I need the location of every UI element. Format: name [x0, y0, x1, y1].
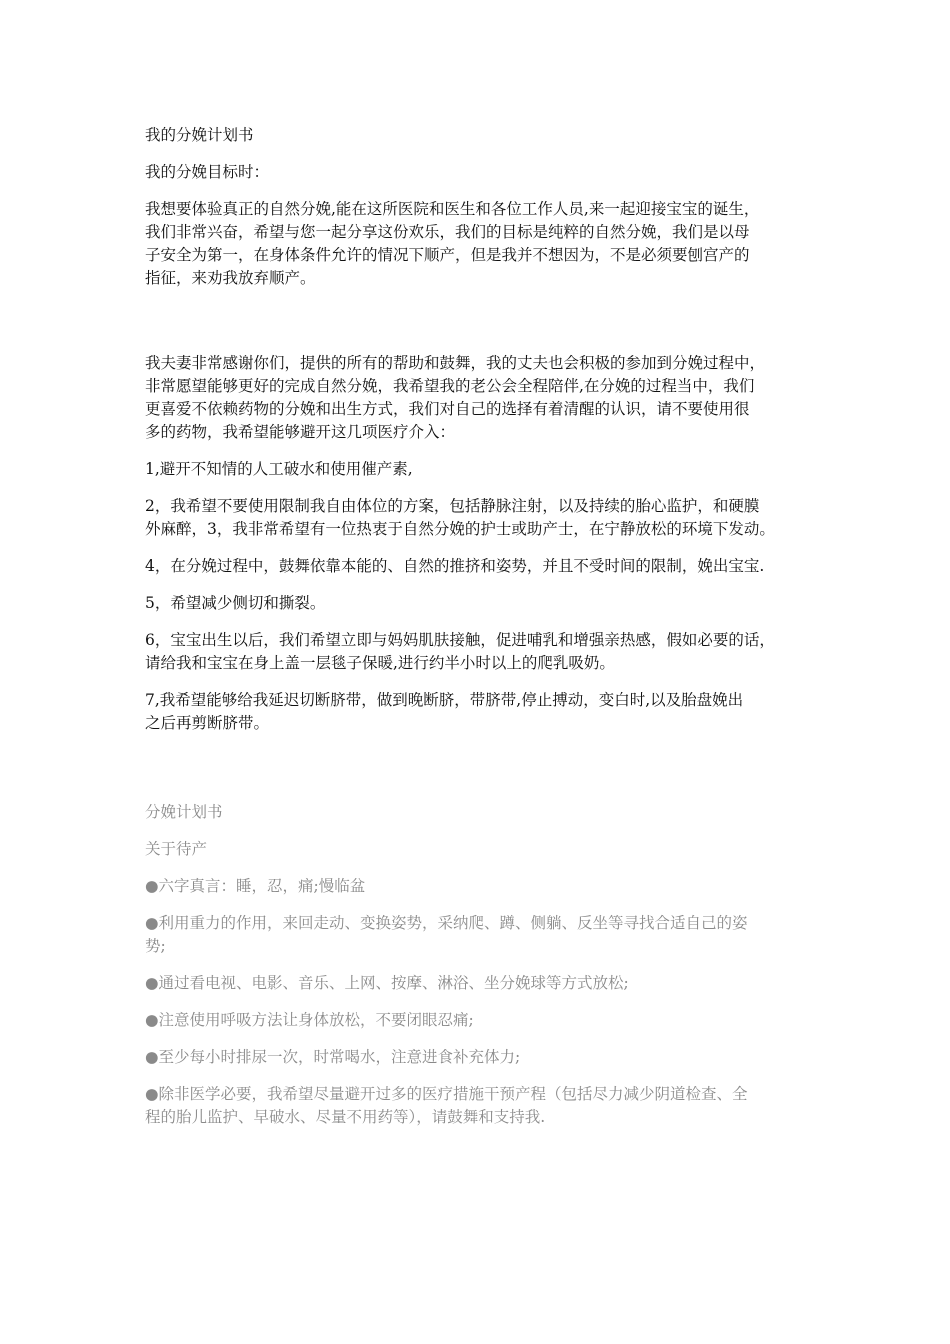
bullet-item: ●注意使用呼吸方法让身体放松，不要闭眼忍痛; — [145, 1011, 474, 1029]
bullet-item: ●六字真言：睡，忍，痛;慢临盆 — [145, 877, 366, 895]
list-item-5: 5，希望减少侧切和撕裂。 — [145, 594, 326, 612]
spacer — [145, 749, 825, 801]
goal-line: 我们非常兴奋，希望与您一起分享这份欢乐，我们的目标是纯粹的自然分娩，我们是以母 — [145, 223, 750, 241]
list-item-7: 7,我希望能够给我延迟切断脐带，做到晚断脐，带脐带,停止搏动，变白时,以及胎盘娩出 之后再剪断脐带。 — [145, 691, 744, 732]
list-item-6: 6，宝宝出生以后，我们希望立即与妈妈肌肤接触，促进哺乳和增强亲热感，假如必要的话， 请给我和宝宝在身上盖一层毯子保暖,进行约半小时以上的爬乳吸奶。 — [145, 631, 775, 672]
bullet-item: ●至少每小时排尿一次，时常喝水，注意进食补充体力; — [145, 1048, 521, 1066]
section-2-subtitle: 关于待产 — [145, 840, 208, 858]
thanks-line: 多的药物，我希望能够避开这几项医疗介入： — [145, 423, 456, 441]
thanks-line: 非常愿望能够更好的完成自然分娩，我希望我的老公会全程陪伴,在分娩的过程当中，我们 — [145, 377, 755, 395]
bullet-item: ●通过看电视、电影、音乐、上网、按摩、淋浴、坐分娩球等方式放松; — [145, 974, 629, 992]
thanks-paragraph — [145, 352, 825, 444]
goal-paragraph — [145, 198, 825, 290]
goal-line: 指征，来劝我放弃顺产。 — [145, 269, 316, 287]
thanks-line: 我夫妻非常感谢你们，提供的所有的帮助和鼓舞，我的丈夫也会积极的参加到分娩过程中， — [145, 354, 766, 372]
bullet-item: ●利用重力的作用，来回走动、变换姿势，采纳爬、蹲、侧躺、反坐等寻找合适自己的姿 势; — [145, 914, 748, 955]
list-item-4: 4，在分娩过程中，鼓舞依靠本能的、自然的推挤和姿势，并且不受时间的限制，娩出宝宝. — [145, 557, 765, 575]
goal-line: 我想要体验真正的自然分娩,能在这所医院和医生和各位工作人员,来一起迎接宝宝的诞生， — [145, 200, 760, 218]
document-page — [145, 124, 825, 1143]
bullet-item: ●除非医学必要，我希望尽量避开过多的医疗措施干预产程（包括尽力减少阴道检查、全 程的胎儿监护、早破水、尽量不用药等），请鼓舞和支持我. — [145, 1085, 748, 1126]
list-item-1: 1,避开不知情的人工破水和使用催产素, — [145, 460, 413, 478]
spacer — [145, 304, 825, 352]
goal-line: 子安全为第一，在身体条件允许的情况下顺产，但是我并不想因为，不是必须要刨宫产的 — [145, 246, 750, 264]
plan-title: 我的分娩计划书 — [145, 126, 254, 144]
thanks-line: 更喜爱不依赖药物的分娩和出生方式，我们对自己的选择有着清醒的认识，请不要使用很 — [145, 400, 750, 418]
plan-goal-heading: 我的分娩目标时： — [145, 163, 270, 181]
section-2 — [145, 801, 825, 1129]
section-2-title: 分娩计划书 — [145, 803, 223, 821]
list-item-2: 2，我希望不要使用限制我自由体位的方案，包括静脉注射，以及持续的胎心监护，和硬膜 外麻醉，3，我非常希望有一位热衷于自然分娩的护士或助产士，在宁静放松的环境下发动。 — [145, 497, 775, 538]
